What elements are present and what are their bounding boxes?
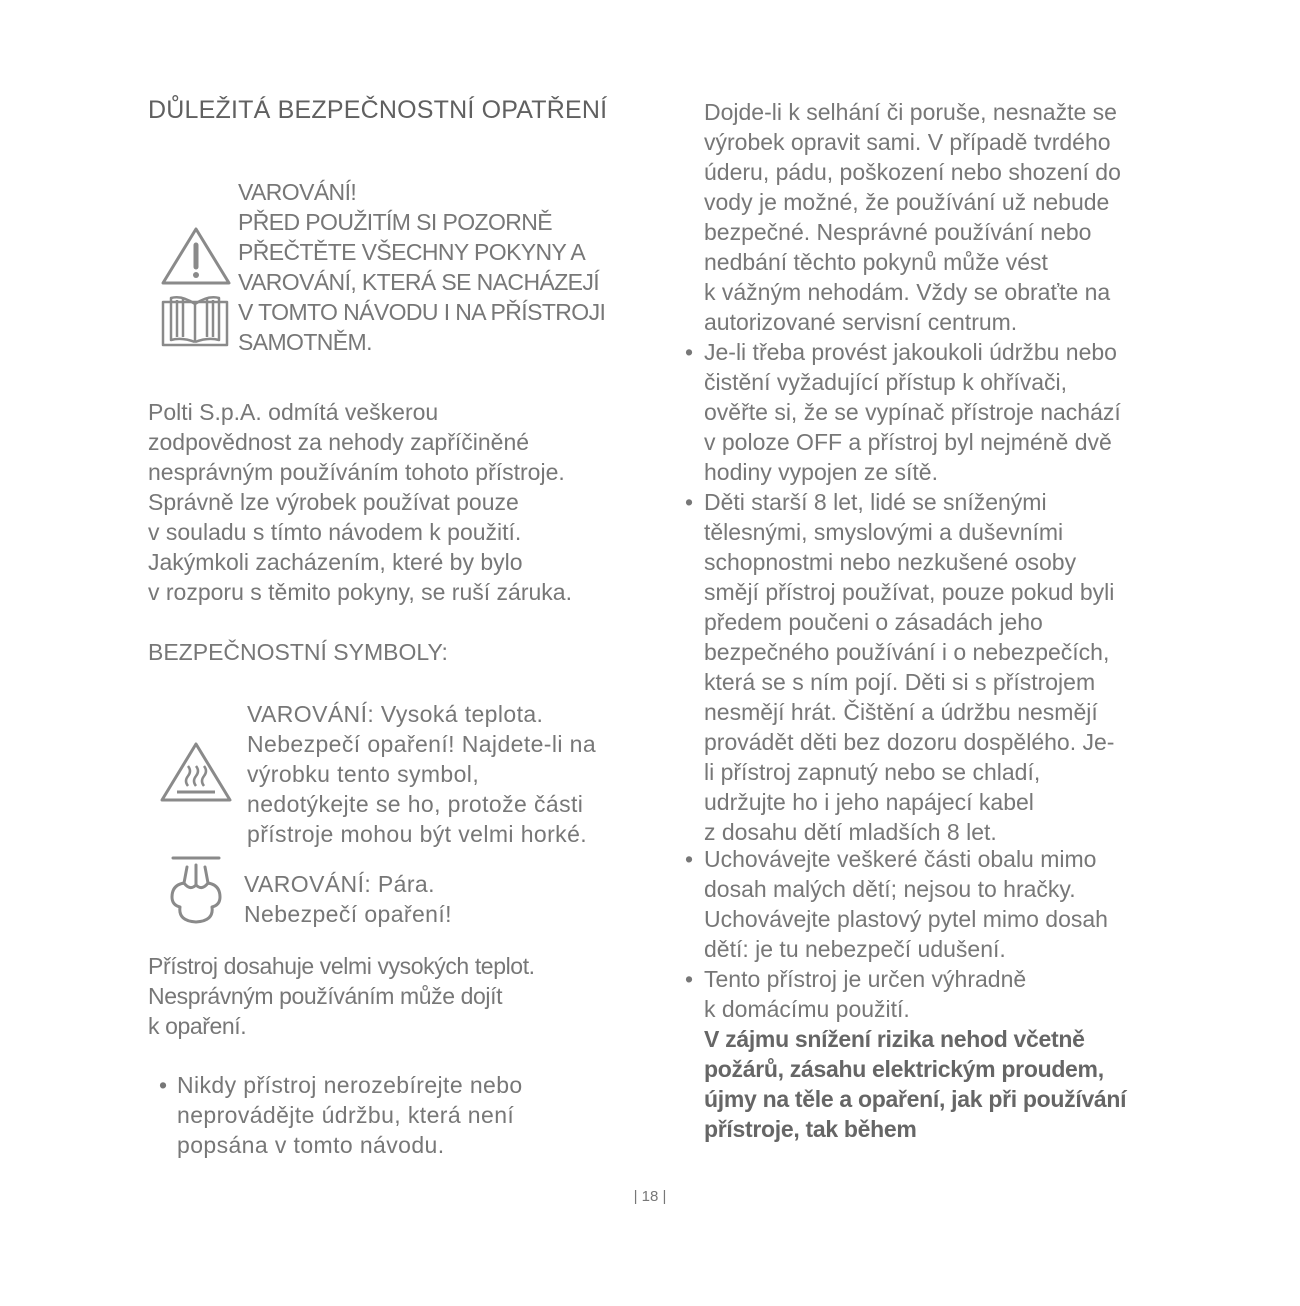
warning-line: PŘED POUŽITÍM SI POZORNĚ — [238, 209, 553, 235]
text-line: k vážným nehodám. Vždy se obraťte na — [704, 279, 1111, 305]
text-line: k opaření. — [148, 1013, 247, 1039]
text-line: která se s ním pojí. Děti si s přístrojem — [704, 669, 1096, 695]
bullet-marker: • — [685, 846, 694, 872]
text-line: k domácímu použití. — [704, 996, 910, 1022]
text-line: z dosahu dětí mladších 8 let. — [704, 819, 997, 845]
text-line: výrobku tento symbol, — [247, 761, 480, 787]
text-line: VAROVÁNÍ: Vysoká teplota. — [247, 701, 544, 727]
text-line: hodiny vypojen ze sítě. — [704, 459, 938, 485]
text-line: v rozporu s těmito pokyny, se ruší záruka. — [148, 579, 572, 605]
text-line: autorizované servisní centrum. — [704, 309, 1018, 335]
warning-block — [238, 177, 605, 357]
text-line: úderu, pádu, poškození nebo shození do — [704, 159, 1121, 185]
text-line: Dojde-li k selhání či poruše, nesnažte se — [704, 99, 1117, 125]
text-line: li přístroj zapnutý nebo se chladí, — [704, 759, 1041, 785]
bullet-text — [177, 1070, 523, 1160]
hot-note-paragraph — [148, 951, 535, 1041]
steam-icon — [168, 855, 224, 927]
warning-line: VAROVÁNÍ! — [238, 179, 357, 205]
text-line: požárů, zásahu elektrickým proudem, — [704, 1056, 1104, 1082]
text-line: bezpečného používání i o nebezpečích, — [704, 639, 1110, 665]
hot-surface-icon — [159, 740, 233, 804]
text-line: bezpečné. Nesprávné používání nebo — [704, 219, 1092, 245]
text-line: přístroje, tak během — [704, 1116, 917, 1142]
page-number: | 18 | — [633, 1188, 667, 1205]
text-line: ověřte si, že se vypínač přístroje nachází — [704, 399, 1121, 425]
text-line: nedbání těchto pokynů může vést — [704, 249, 1048, 275]
text-line: Nebezpečí opaření! Najdete-li na — [247, 731, 597, 757]
bullet-text — [704, 964, 1026, 1024]
text-line: Jakýmkoli zacházením, které by bylo — [148, 549, 523, 575]
warning-line: VAROVÁNÍ, KTERÁ SE NACHÁZEJÍ — [238, 269, 600, 295]
text-line: čistění vyžadující přístup k ohřívači, — [704, 369, 1068, 395]
bullet-marker: • — [159, 1072, 168, 1098]
hot-symbol-text — [247, 699, 596, 849]
text-line: zodpovědnost za nehody zapříčiněné — [148, 429, 530, 455]
warning-line: PŘEČTĚTE VŠECHNY POKYNY A — [238, 239, 586, 265]
bullet-text — [704, 844, 1108, 964]
warning-triangle-icon — [160, 225, 232, 287]
text-line: neprovádějte údržbu, která není — [177, 1102, 515, 1128]
bullet-marker: • — [685, 966, 694, 992]
text-line: nesprávným používáním tohoto přístroje. — [148, 459, 565, 485]
text-line: Nebezpečí opaření! — [244, 901, 452, 927]
text-line: Nesprávným používáním může dojít — [148, 983, 503, 1009]
warning-line: SAMOTNĚM. — [238, 329, 372, 355]
steam-symbol-text — [244, 869, 452, 929]
text-line: Nikdy přístroj nerozebírejte nebo — [177, 1072, 523, 1098]
disclaimer-paragraph — [148, 397, 572, 607]
manual-book-icon — [160, 292, 230, 348]
bullet-marker: • — [685, 489, 694, 515]
text-line: Uchovávejte plastový pytel mimo dosah — [704, 906, 1108, 932]
text-line: v poloze OFF a přístroj byl nejméně dvě — [704, 429, 1112, 455]
warning-line: V TOMTO NÁVODU I NA PŘÍSTROJI — [238, 299, 606, 325]
text-line: provádět děti bez dozoru dospělého. Je- — [704, 729, 1115, 755]
continued-paragraph — [704, 97, 1121, 337]
text-line: schopnostmi nebo nezkušené osoby — [704, 549, 1077, 575]
text-line: Tento přístroj je určen výhradně — [704, 966, 1027, 992]
text-line: Děti starší 8 let, lidé se sníženými — [704, 489, 1047, 515]
text-line: dosah malých dětí; nejsou to hračky. — [704, 876, 1076, 902]
bullet-text — [704, 487, 1114, 847]
text-line: Správně lze výrobek používat pouze — [148, 489, 519, 515]
text-line: přístroje mohou být velmi horké. — [247, 821, 588, 847]
text-line: Přístroj dosahuje velmi vysokých teplot. — [148, 953, 535, 979]
text-line: V zájmu snížení rizika nehod včetně — [704, 1026, 1085, 1052]
bold-warning-paragraph — [704, 1024, 1126, 1144]
text-line: dětí: je tu nebezpečí udušení. — [704, 936, 1006, 962]
text-line: Uchovávejte veškeré části obalu mimo — [704, 846, 1097, 872]
text-line: Polti S.p.A. odmítá veškerou — [148, 399, 439, 425]
text-line: předem poučeni o zásadách jeho — [704, 609, 1043, 635]
text-line: nedotýkejte se ho, protože části — [247, 791, 584, 817]
symbols-heading: BEZPEČNOSTNÍ SYMBOLY: — [148, 639, 448, 665]
text-line: vody je možné, že používání už nebude — [704, 189, 1110, 215]
section-heading: DŮLEŽITÁ BEZPEČNOSTNÍ OPATŘENÍ — [148, 96, 608, 124]
text-line: udržujte ho i jeho napájecí kabel — [704, 789, 1034, 815]
text-line: smějí přístroj používat, pouze pokud byli — [704, 579, 1115, 605]
text-line: VAROVÁNÍ: Pára. — [244, 871, 435, 897]
text-line: v souladu s tímto návodem k použití. — [148, 519, 522, 545]
text-line: újmy na těle a opaření, jak při používání — [704, 1086, 1127, 1112]
text-line: nesmějí hrát. Čištění a údržbu nesmějí — [704, 699, 1098, 725]
text-line: výrobek opravit sami. V případě tvrdého — [704, 129, 1111, 155]
bullet-marker: • — [685, 339, 694, 365]
text-line: Je-li třeba provést jakoukoli údržbu nebo — [704, 339, 1117, 365]
text-line: popsána v tomto návodu. — [177, 1132, 445, 1158]
bullet-text — [704, 337, 1121, 487]
text-line: tělesnými, smyslovými a duševními — [704, 519, 1064, 545]
